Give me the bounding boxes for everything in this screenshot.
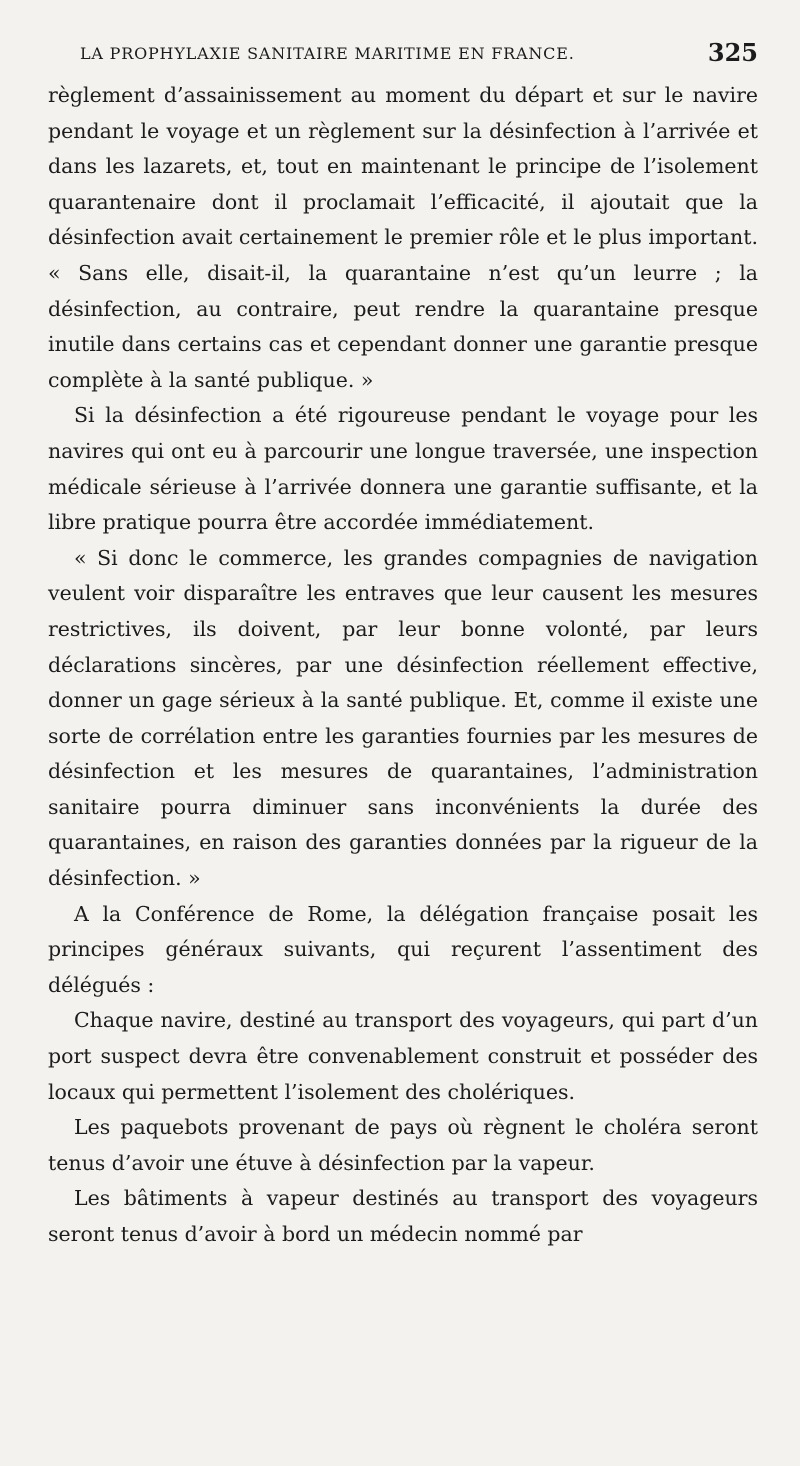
running-head [48,38,758,74]
body-text [48,78,758,1253]
paragraph: Si la désinfection a été rigoureuse pendant le voyage pour les navires qui ont eu à parcourir une longue traversée, une inspection médicale sérieuse à l’arrivée donnera une garantie suffisante, et la libre pratique pourra être accordée immédiatement. [48,403,758,535]
paragraph: A la Conférence de Rome, la délégation française posait les principes généraux suivants, qui reçurent l’assentiment des délégués : [48,901,758,997]
paragraph: « Si donc le commerce, les grandes compagnies de navigation veulent voir disparaître les entraves que leur causent les mesures restrictives, ils doivent, par leur bonne volonté, par leurs déclarations sincères, par une désinfection réellement effective, donner un gage sérieux à la santé publique. Et, comme il existe une sorte de corrélation entre les garanties fournies par les mesures de désinfection et les mesures de quarantaines, l’administration sanitaire pourra diminuer sans inconvénients la durée des quarantaines, en raison des garanties données par la rigueur de la désinfection. » [48,545,758,891]
paragraph: Les paquebots provenant de pays où règnent le choléra seront tenus d’avoir une étuve à désinfection par la vapeur. [48,1115,758,1175]
page-number: 325 [707,38,758,67]
paragraph: Chaque navire, destiné au transport des voyageurs, qui part d’un port suspect devra être convenablement construit et posséder des locaux qui permettent l’isolement des cholériques. [48,1008,758,1104]
paragraph: règlement d’assainissement au moment du départ et sur le navire pendant le voyage et un règlement sur la désinfection à l’arrivée et dans les lazarets, et, tout en maintenant le principe de l’isolement quarantenaire dont il proclamait l’efficacité, il ajoutait que la désinfection avait certainement le premier rôle et le plus important. « Sans elle, disait-il, la quarantaine n’est qu’un leurre ; la désinfection, au contraire, peut rendre la quarantaine presque inutile dans certains cas et cependant donner une garantie presque complète à la santé publique. » [48,83,758,392]
running-title: LA PROPHYLAXIE SANITAIRE MARITIME EN FRANCE. [80,44,575,63]
paragraph: Les bâtiments à vapeur destinés au transport des voyageurs seront tenus d’avoir à bord un médecin nommé par [48,1186,758,1246]
